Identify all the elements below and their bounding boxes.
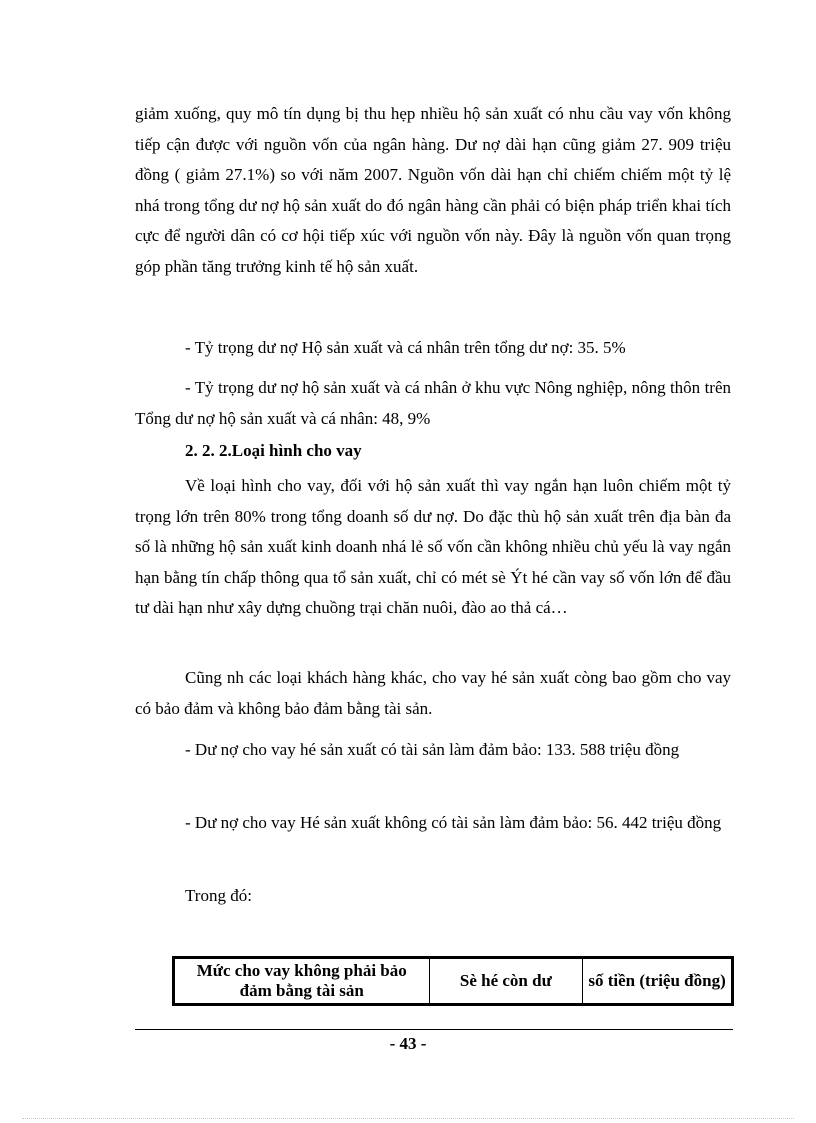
paragraph-secured-unsecured: Cũng nh các loại khách hàng khác, cho vay hé sản xuất còng bao gồm cho vay có bảo đảm và không bảo đảm bằng tài sản. [135,668,731,718]
table-header-cell: Sè hé còn dư [429,958,583,1005]
table-header-row [174,958,733,1005]
page-edge-divider [22,1118,794,1119]
table-header-cell: Mức cho vay không phải bảo đảm bằng tài sản [174,958,430,1005]
paragraph-credit-decrease: giảm xuống, quy mô tín dụng bị thu hẹp nhiều hộ sản xuất có nhu cầu vay vốn không tiếp cận được với nguồn vốn của ngân hàng. Dư nợ dài hạn cũng giảm 27. 909 triệu đồng ( giảm 27.1%) so với năm 2007. Nguồn vốn dài hạn chỉ chiếm chiếm một tỷ lệ nhá trong tổng dư nợ hộ sản xuất do đó ngân hàng cần phải có biện pháp triển khai tích cực để người dân có cơ hội tiếp xúc với nguồn vốn này. Đây là nguồn vốn quan trọng góp phần tăng trưởng kinh tế hộ sản xuất. [135,104,731,276]
footer-divider [135,1029,733,1030]
bullet-agriculture-share: - Tỷ trọng dư nợ hộ sản xuất và cá nhân ở khu vực Nông nghiệp, nông thôn trên Tổng dư nợ hộ sản xuất và cá nhân: 48, 9% [135,378,731,428]
paragraph-loan-types: Về loại hình cho vay, đối với hộ sản xuất thì vay ngắn hạn luôn chiếm một tỷ trọng lớn trên 80% trong tổng doanh số dư nợ. Do đặc thù hộ sản xuất trên địa bàn đa số là những hộ sản xuất kinh doanh nhá lẻ số vốn cần không nhiều chủ yếu là vay ngắn hạn bằng tín chấp thông qua tổ sản xuất, chỉ có mét sè Ýt hé cần vay số vốn lớn để đầu tư dài hạn như xây dựng chuồng trại chăn nuôi, đào ao thả cá… [135,476,731,617]
bullet-secured-debt: - Dư nợ cho vay hé sản xuất có tài sản làm đảm bảo: 133. 588 triệu đồng [185,740,680,759]
table-header-cell: số tiền (triệu đồng) [583,958,733,1005]
unsecured-loan-table [172,956,734,1006]
page-number: - 43 - [389,1034,427,1053]
section-heading: 2. 2. 2.Loại hình cho vay [185,441,362,460]
bullet-unsecured-debt: - Dư nợ cho vay Hé sản xuất không có tài sản làm đảm bảo: 56. 442 triệu đồng [185,813,722,832]
bullet-household-share: - Tỷ trọng dư nợ Hộ sản xuất và cá nhân trên tổng dư nợ: 35. 5% [185,338,626,357]
trong-do-label: Trong đó: [185,886,252,905]
